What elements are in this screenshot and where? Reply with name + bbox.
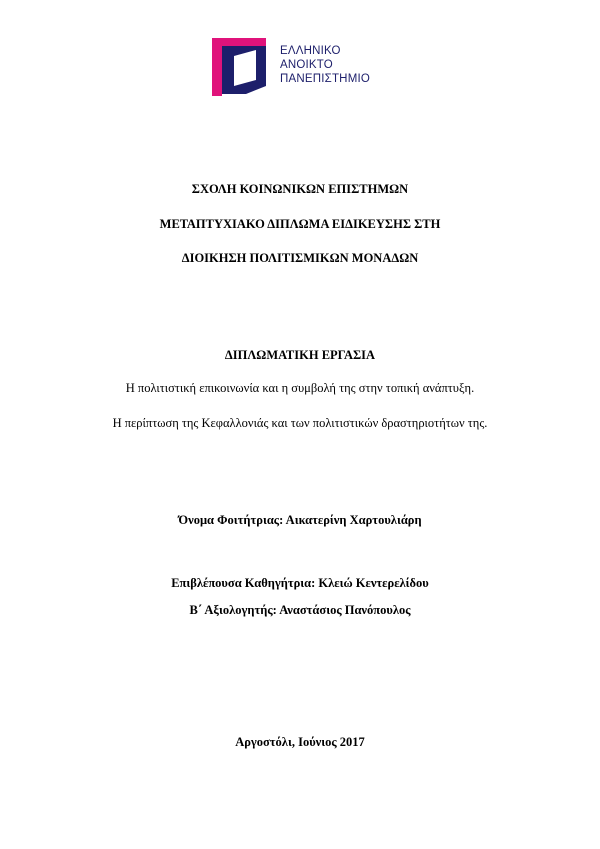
logo-line-3: ΠΑΝΕΠΙΣΤΗΜΙΟ (280, 73, 371, 85)
logo-line-1: ΕΛΛΗΝΙΚΟ (280, 45, 341, 57)
student-name: Όνομα Φοιτήτριας: Αικατερίνη Χαρτουλιάρη (178, 513, 422, 527)
thesis-title-line-2: Η περίπτωση της Κεφαλλονιάς και των πολιτιστικών δραστηριοτήτων της. (112, 416, 488, 430)
school-name: ΣΧΟΛΗ ΚΟΙΝΩΝΙΚΩΝ ΕΠΙΣΤΗΜΩΝ (191, 182, 409, 196)
second-assessor-name: Β΄ Αξιολογητής: Αναστάσιος Πανόπουλος (189, 603, 411, 617)
logo-mark-icon (212, 36, 274, 96)
logo-line-2: ΑΝΟΙΚΤΟ (280, 59, 333, 71)
place-date: Αργοστόλι, Ιούνιος 2017 (235, 735, 365, 749)
university-logo (212, 36, 392, 98)
supervisor-name: Επιβλέπουσα Καθηγήτρια: Κλειώ Κεντερελίδου (171, 576, 429, 590)
logo-text (280, 44, 370, 86)
program-line-1: ΜΕΤΑΠΤΥΧΙΑΚΟ ΔΙΠΛΩΜΑ ΕΙΔΙΚΕΥΣΗΣ ΣΤΗ (159, 217, 441, 231)
program-line-2: ΔΙΟΙΚΗΣΗ ΠΟΛΙΤΙΣΜΙΚΩΝ ΜΟΝΑΔΩΝ (181, 251, 419, 265)
thesis-type: ΔΙΠΛΩΜΑΤΙΚΗ ΕΡΓΑΣΙΑ (224, 348, 376, 362)
thesis-title-line-1: Η πολιτιστική επικοινωνία και η συμβολή της στην τοπική ανάπτυξη. (125, 381, 475, 395)
